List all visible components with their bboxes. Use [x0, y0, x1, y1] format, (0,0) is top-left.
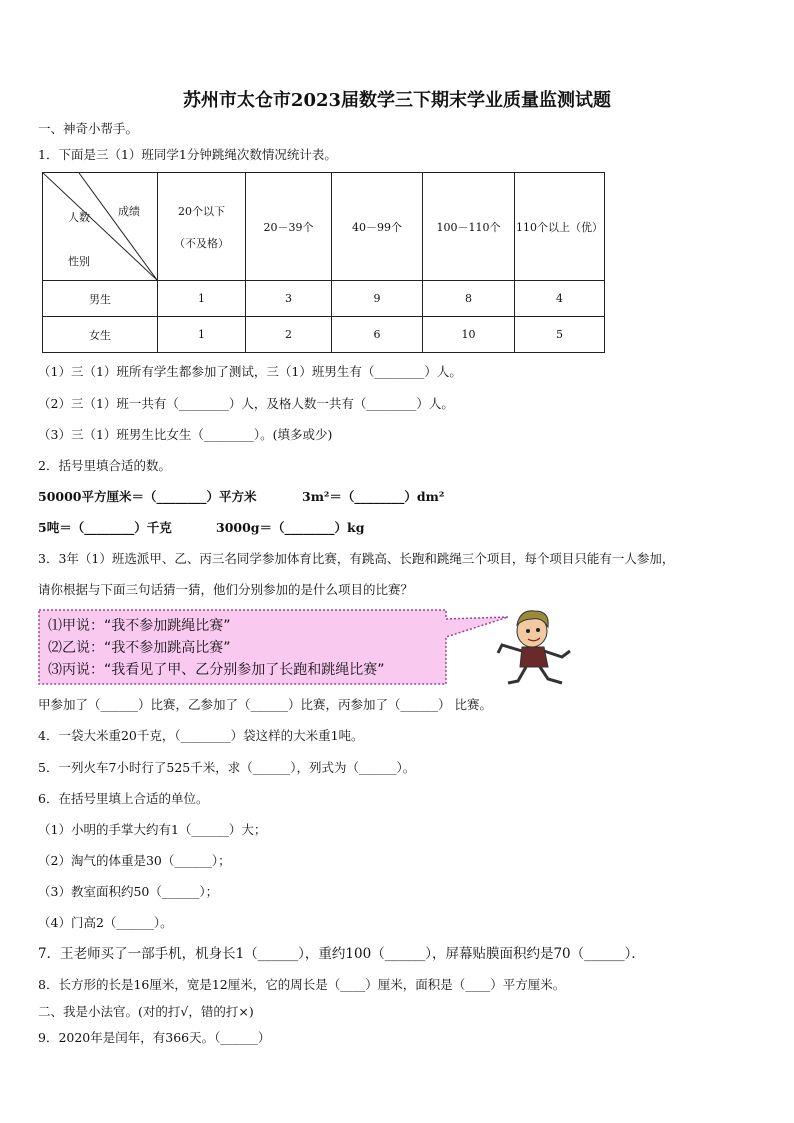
q6-sub2: （2）淘气的体重是30（______）； [38, 853, 231, 868]
q4: 4．一袋大米重20千克，（________）袋这样的大米重1吨。 [38, 728, 364, 743]
q1-sub2: （2）三（1）班一共有（________）人，及格人数一共有（________）人。 [38, 396, 454, 411]
table-cell: 6 [332, 317, 423, 353]
table-cell: 5 [515, 317, 605, 353]
q6-sub1: （1）小明的手掌大约有1（______）大； [38, 822, 267, 837]
section-1-heading: 一、神奇小帮手。 [38, 121, 139, 136]
corner-label-count: 人数 [68, 211, 90, 224]
header-cell [246, 173, 332, 281]
table-cell: 9 [332, 281, 423, 317]
table-cell: 3 [246, 281, 332, 317]
bubble-line-2: ⑵乙说：“我不参加跳高比赛” [48, 640, 231, 656]
q1-sub3: （3）三（1）班男生比女生（________）。(填多或少) [38, 427, 333, 442]
q6-sub3: （3）教室面积约50（______）； [38, 884, 219, 899]
table-cell: 2 [246, 317, 332, 353]
table-cell: 1 [158, 281, 246, 317]
table-cell: 1 [158, 317, 246, 353]
table-cell: 8 [423, 281, 515, 317]
header-label: 110个以上（优） [516, 220, 603, 234]
running-boy-illustration [490, 605, 575, 687]
table-corner-cell [43, 173, 158, 281]
header-label: 20个以下 [178, 204, 225, 218]
header-label: 20－39个 [263, 220, 314, 234]
q6-stem: 6．在括号里填上合适的单位。 [38, 791, 209, 806]
q1-stem: 1．下面是三（1）班同学1分钟跳绳次数情况统计表。 [38, 147, 337, 162]
q2-stem: 2．括号里填合适的数。 [38, 458, 171, 473]
table-cell: 10 [423, 317, 515, 353]
q7: 7．王老师买了一部手机，机身长1（______），重约100（______），屏幕贴膜面积约是70（______）． [38, 946, 645, 962]
q2-line2a: 5吨＝（________）千克 [38, 520, 172, 535]
q8: 8．长方形的长是16厘米，宽是12厘米，它的周长是（____）厘米，面积是（____）平方厘米。 [38, 977, 566, 992]
row-label: 女生 [43, 317, 158, 353]
header-cell [515, 173, 605, 281]
corner-diagonals [43, 173, 157, 280]
corner-label-gender: 性别 [68, 255, 90, 268]
q5: 5．一列火车7小时行了525千米，求（______），列式为（______）。 [38, 760, 416, 775]
row-label: 男生 [43, 281, 158, 317]
header-cell [158, 173, 246, 281]
q3-stem-line2: 请你根据与下面三句话猜一猜，他们分别参加的是什么项目的比赛？ [38, 582, 414, 597]
speech-bubble [38, 609, 448, 685]
table-cell: 4 [515, 281, 605, 317]
bubble-line-1: ⑴甲说：“我不参加跳绳比赛” [48, 618, 231, 634]
table-header-row [43, 173, 605, 281]
q3-answer: 甲参加了（______）比赛，乙参加了（______）比赛，丙参加了（______） 比赛。 [38, 697, 492, 712]
header-cell [423, 173, 515, 281]
header-label: 100－110个 [436, 220, 501, 234]
header-sublabel: （不及格） [174, 236, 229, 250]
corner-label-score: 成绩 [118, 205, 140, 218]
q2-line2b: 3000g＝（________）kg [216, 520, 365, 535]
bubble-line-3: ⑶丙说：“我看见了甲、乙分别参加了长跑和跳绳比赛” [48, 662, 385, 678]
header-cell [332, 173, 423, 281]
stats-table [42, 172, 605, 353]
q3-stem-line1: 3．3年（1）班选派甲、乙、丙三名同学参加体育比赛，有跳高、长跑和跳绳三个项目，每个项目只能有一人参加， [38, 551, 675, 566]
table-row [43, 281, 605, 317]
page-title: 苏州市太仓市2023届数学三下期末学业质量监测试题 [182, 90, 612, 111]
header-label: 40－99个 [352, 220, 402, 234]
q2-line1b: 3m²＝（________）dm² [302, 489, 445, 504]
table-row [43, 317, 605, 353]
q9: 9．2020年是闰年，有366天。（______） [38, 1030, 271, 1045]
q2-line1a: 50000平方厘米＝（________）平方米 [38, 489, 257, 504]
section-2-heading: 二、我是小法官。(对的打√，错的打×) [38, 1004, 254, 1019]
q6-sub4: （4）门高2（______）。 [38, 915, 173, 930]
q1-sub1: （1）三（1）班所有学生都参加了测试，三（1）班男生有（________）人。 [38, 364, 462, 379]
